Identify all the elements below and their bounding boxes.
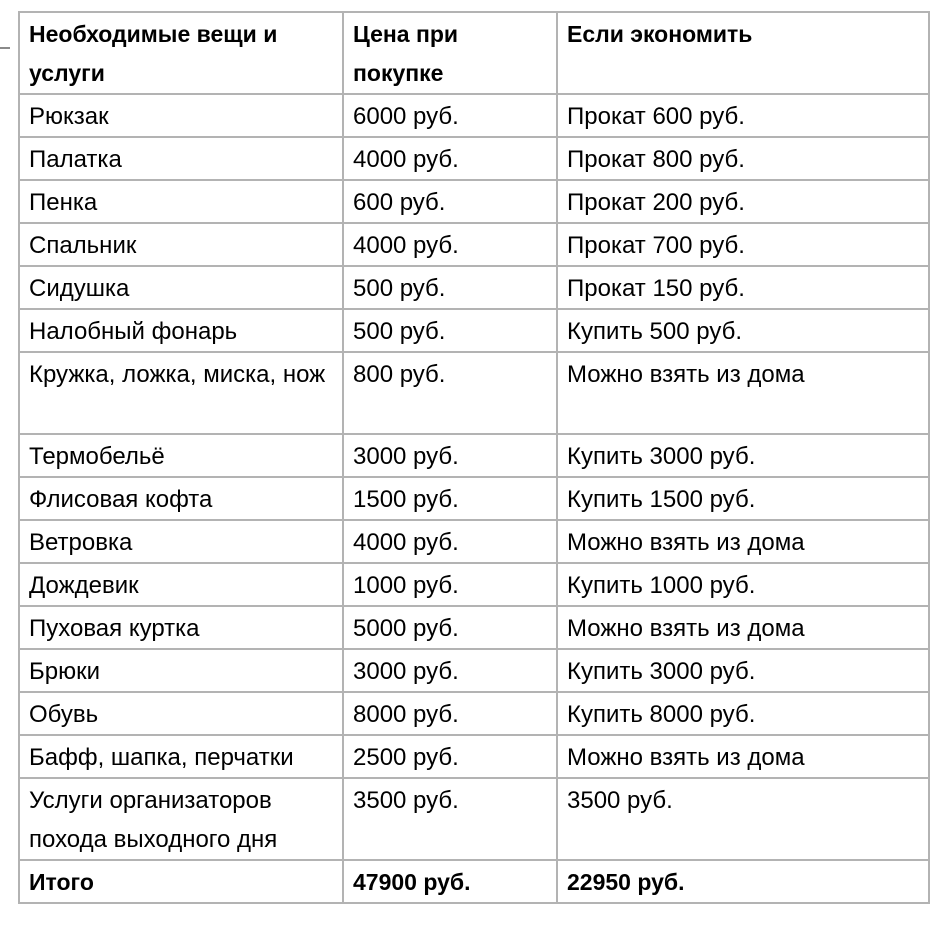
item-cell: Пенка (19, 180, 343, 223)
price-cell: 800 руб. (343, 352, 557, 434)
header-cell-items: Необходимые вещи и услуги (19, 12, 343, 94)
price-cell: 3500 руб. (343, 778, 557, 860)
table-row (19, 434, 929, 477)
economy-cell: Можно взять из дома (557, 735, 929, 778)
price-cell: 5000 руб. (343, 606, 557, 649)
table-row (19, 137, 929, 180)
header-cell-economy: Если экономить (557, 12, 929, 94)
economy-cell: Прокат 600 руб. (557, 94, 929, 137)
economy-cell: Прокат 700 руб. (557, 223, 929, 266)
price-cell: 1500 руб. (343, 477, 557, 520)
economy-cell: Купить 1500 руб. (557, 477, 929, 520)
economy-cell: Можно взять из дома (557, 352, 929, 434)
table-row (19, 309, 929, 352)
header-cell-price: Цена при покупке (343, 12, 557, 94)
table-row (19, 94, 929, 137)
price-cell: 2500 руб. (343, 735, 557, 778)
table-row (19, 180, 929, 223)
item-cell: Брюки (19, 649, 343, 692)
expenses-table (18, 11, 930, 904)
price-cell: 3000 руб. (343, 434, 557, 477)
margin-tick (0, 47, 10, 49)
economy-cell: Прокат 800 руб. (557, 137, 929, 180)
economy-cell: Купить 8000 руб. (557, 692, 929, 735)
table-row (19, 649, 929, 692)
table-row (19, 606, 929, 649)
economy-cell: Купить 1000 руб. (557, 563, 929, 606)
table-header-row (19, 12, 929, 94)
total-row (19, 860, 929, 903)
price-cell: 500 руб. (343, 266, 557, 309)
item-cell: Кружка, ложка, миска, нож (19, 352, 343, 434)
economy-cell: Купить 3000 руб. (557, 434, 929, 477)
table-row (19, 352, 929, 434)
item-cell: Пуховая куртка (19, 606, 343, 649)
item-cell: Термобельё (19, 434, 343, 477)
total-label-cell: Итого (19, 860, 343, 903)
item-cell: Рюкзак (19, 94, 343, 137)
economy-cell: Купить 3000 руб. (557, 649, 929, 692)
price-cell: 3000 руб. (343, 649, 557, 692)
total-price-cell: 47900 руб. (343, 860, 557, 903)
economy-cell: Купить 500 руб. (557, 309, 929, 352)
price-cell: 1000 руб. (343, 563, 557, 606)
price-cell: 8000 руб. (343, 692, 557, 735)
item-cell: Ветровка (19, 520, 343, 563)
table-row (19, 266, 929, 309)
price-cell: 500 руб. (343, 309, 557, 352)
table-row (19, 735, 929, 778)
price-cell: 6000 руб. (343, 94, 557, 137)
item-cell: Флисовая кофта (19, 477, 343, 520)
item-cell: Налобный фонарь (19, 309, 343, 352)
economy-cell: Можно взять из дома (557, 606, 929, 649)
economy-cell: 3500 руб. (557, 778, 929, 860)
table-row (19, 520, 929, 563)
item-cell: Обувь (19, 692, 343, 735)
price-cell: 4000 руб. (343, 137, 557, 180)
item-cell: Спальник (19, 223, 343, 266)
item-cell: Дождевик (19, 563, 343, 606)
table-row (19, 778, 929, 860)
item-cell: Услуги организаторов похода выходного дня (19, 778, 343, 860)
table-row (19, 563, 929, 606)
price-cell: 4000 руб. (343, 223, 557, 266)
total-economy-cell: 22950 руб. (557, 860, 929, 903)
item-cell: Сидушка (19, 266, 343, 309)
item-cell: Бафф, шапка, перчатки (19, 735, 343, 778)
price-cell: 4000 руб. (343, 520, 557, 563)
table-row (19, 477, 929, 520)
table-row (19, 692, 929, 735)
economy-cell: Прокат 200 руб. (557, 180, 929, 223)
item-cell: Палатка (19, 137, 343, 180)
economy-cell: Можно взять из дома (557, 520, 929, 563)
price-cell: 600 руб. (343, 180, 557, 223)
economy-cell: Прокат 150 руб. (557, 266, 929, 309)
table-row (19, 223, 929, 266)
